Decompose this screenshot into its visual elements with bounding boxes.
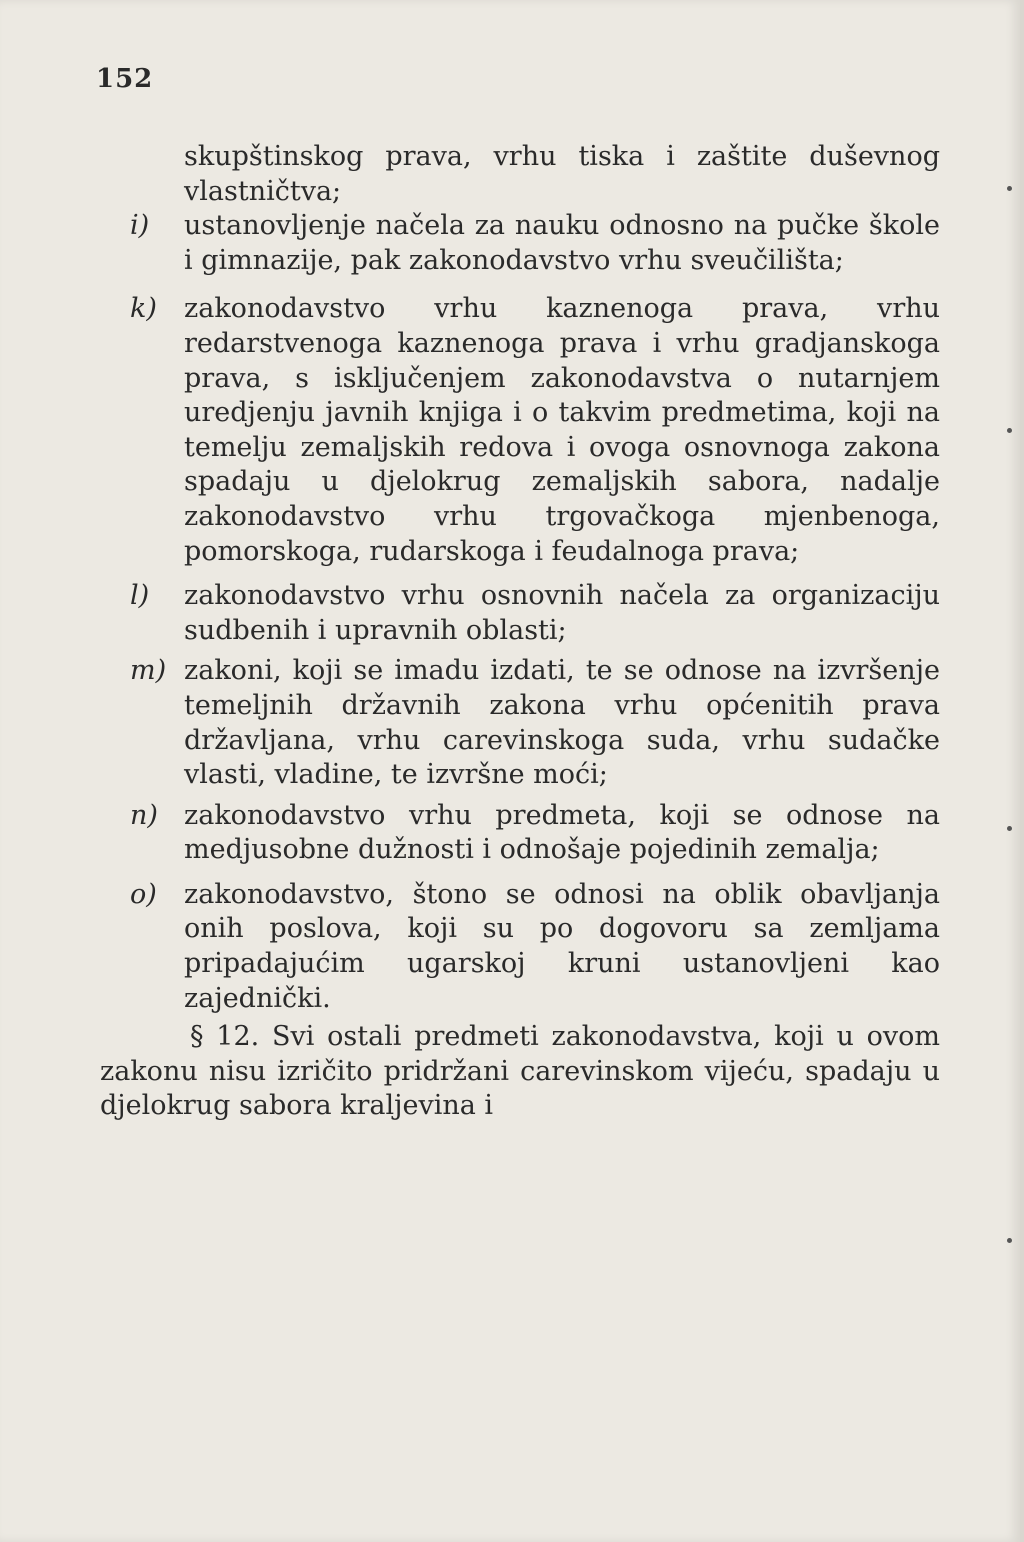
item-label: i) — [130, 210, 150, 242]
page-number: 152 — [96, 64, 154, 94]
page-body — [100, 140, 940, 1124]
edge-mark — [1007, 428, 1012, 433]
item-text: zakonodavstvo vrhu predmeta, koji se odnose na medjusobne dužnosti i odnošaje pojedinih zemalja; — [184, 799, 940, 866]
item-text: zakonodavstvo vrhu osnovnih načela za organizaciju sudbenih i upravnih oblasti; — [184, 580, 940, 646]
continued-text: skupštinskog prava, vrhu tiska i zaštite duševnog vlastničtva; — [184, 141, 940, 207]
list-item-o — [130, 878, 940, 1016]
item-label: m) — [130, 655, 167, 687]
edge-mark — [1007, 826, 1012, 831]
edge-mark — [1007, 1238, 1012, 1243]
item-text: zakonodavstvo vrhu kaznenoga prava, vrhu redarstvenoga kaznenoga prava i vrhu gradjanskoga prava, s isključenjem zakonodavstva o nutarnjem uredjenju javnih knjiga i o takvim predmetima, koji na temelju zemaljskih redova i ovoga osnovnoga zakona spadaju u djelokrug zemaljskih sabora, nadalje zakonodavstvo vrhu trgovačkoga mjenbenoga, pomorskoga, rudarskoga i feudalnoga prava; — [184, 293, 940, 567]
list-item-l — [130, 579, 940, 648]
item-label: k) — [130, 293, 157, 325]
list-item-n — [130, 799, 940, 868]
list-item-i — [130, 209, 940, 278]
item-label: n) — [130, 799, 158, 831]
item-text: ustanovljenje načela za nauku odnosno na pučke škole i gimnazije, pak zakonodavstvo vrhu sveučilišta; — [184, 210, 940, 276]
item-label: o) — [130, 878, 157, 910]
list-item-m — [130, 654, 940, 792]
edge-mark — [1007, 186, 1012, 191]
item-label: l) — [130, 580, 150, 612]
list-item-k — [130, 292, 940, 569]
section-paragraph: § 12. Svi ostali predmeti zakonodavstva, koji u ovom zakonu nisu izričito pridržani carevinskom vijeću, spadaju u djelokrug sabora kraljevina i — [100, 1021, 940, 1122]
item-text: zakonodavstvo, štono se odnosi na oblik obavljanja onih poslova, koji su po dogovoru sa zemljama pripadajućim ugarskoj kruni ustanovljeni kao zajednički. — [184, 878, 940, 1014]
item-text: zakoni, koji se imadu izdati, te se odnose na izvršenje temeljnih državnih zakona vrhu općenitih prava državljana, vrhu carevinskoga suda, vrhu sudačke vlasti, vladine, te izvršne moći; — [184, 655, 940, 791]
